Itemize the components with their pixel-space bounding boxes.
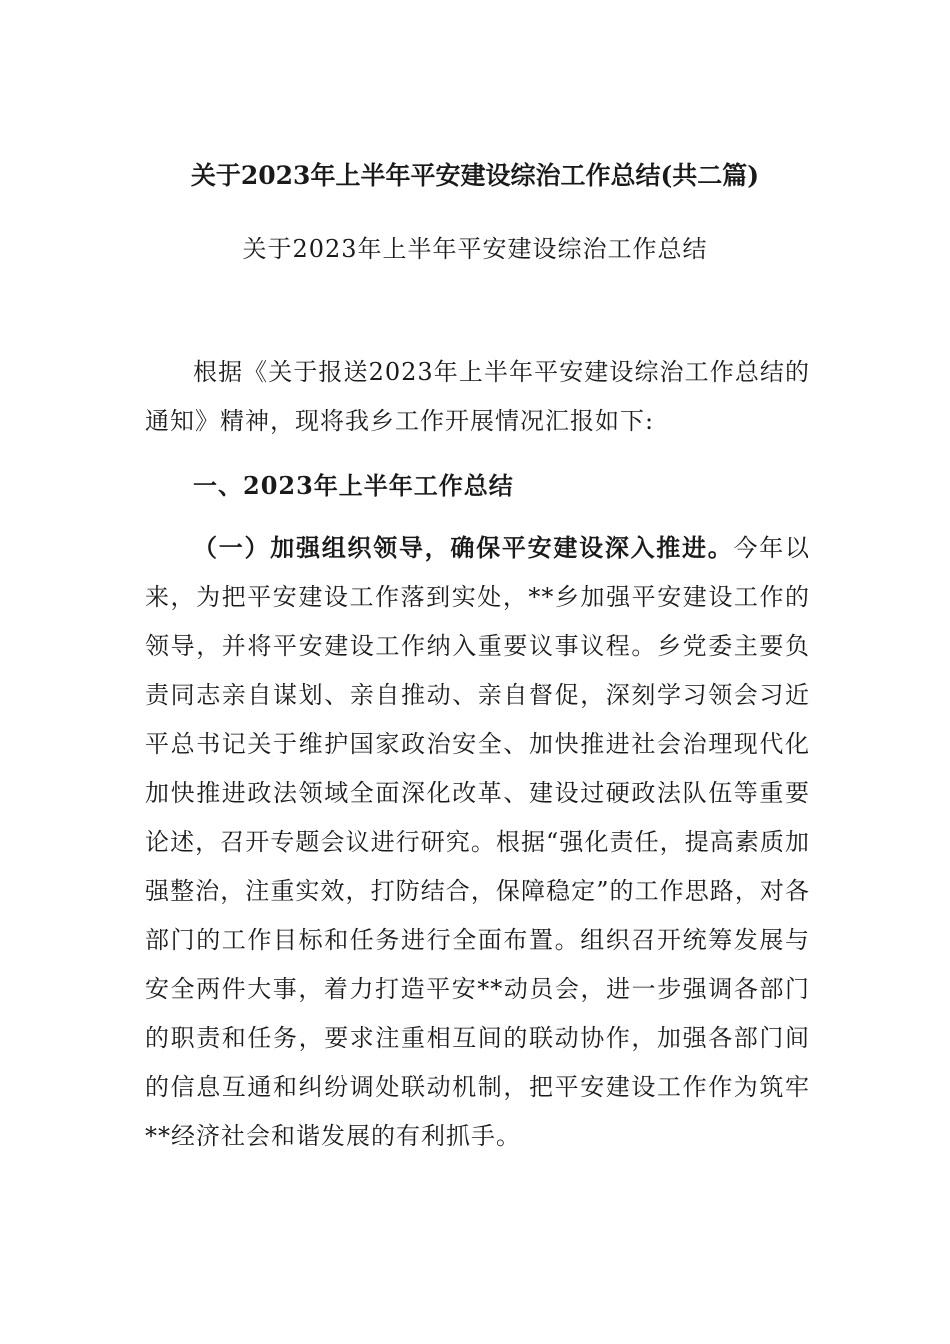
subsection-lead: （一）加强组织领导，确保平安建设深入推进。: [193, 533, 734, 562]
intro-paragraph: 根据《关于报送2023年上半年平安建设综治工作总结的通知》精神，现将我乡工作开展情况汇报如下:: [145, 358, 810, 435]
subsection-body: 今年以来，为把平安建设工作落到实处，**乡加强平安建设工作的领导，并将平安建设工作纳入重要议事议程。乡党委主要负责同志亲自谋划、亲自推动、亲自督促，深刻学习领会习近平总书记关于维护国家政治安全、加快推进社会治理现代化加快推进政法领域全面深化改革、建设过硬政法队伍等重要论述，召开专题会议进行研究。根据“强化责任，提高素质加强整治，注重实效，打防结合，保障稳定”的工作思路，对各部门的工作目标和任务进行全面布置。组织召开统筹发展与安全两件大事，着力打造平安**动员会，进一步强调各部门的职责和任务，要求注重相互间的联动协作，加强各部门间的信息互通和纠纷调处联动机制，把平安建设工作作为筑牢**经济社会和谐发展的有利抓手。: [145, 534, 811, 1150]
document-title: 关于2023年上半年平安建设综治工作总结(共二篇): [190, 161, 760, 190]
subsection-paragraph-1: [145, 523, 810, 1161]
document-subtitle: 关于2023年上半年平安建设综治工作总结: [242, 235, 708, 263]
section-heading-1: 一、2023年上半年工作总结: [193, 471, 514, 500]
